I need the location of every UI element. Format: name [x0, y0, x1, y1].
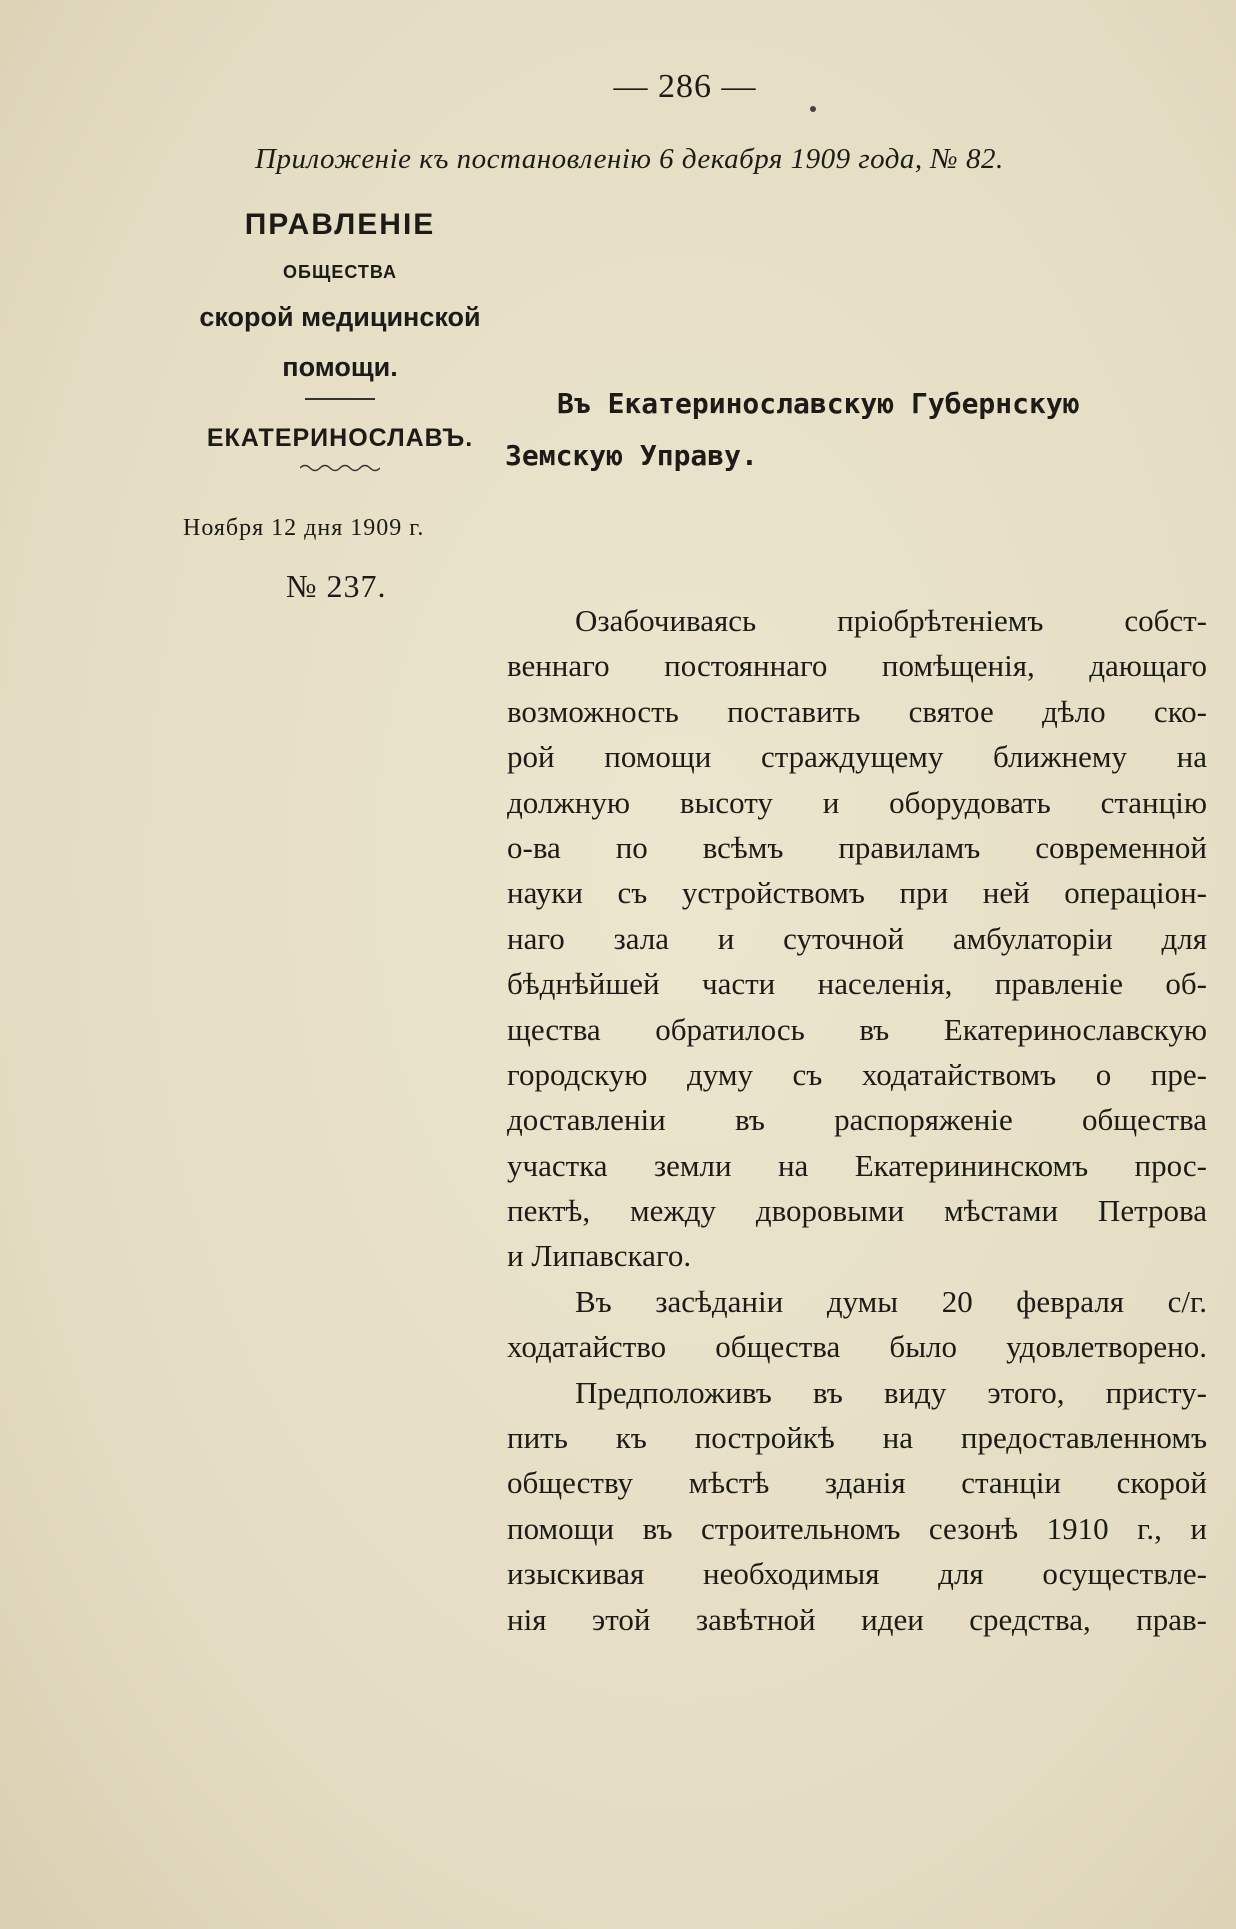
body-line: науки съ устройствомъ при ней операціон-: [507, 875, 1207, 911]
body-line: рой помощи страждущему ближнему на: [507, 739, 1207, 775]
recipient-line2: Земскую Управу.: [505, 439, 758, 472]
letter-body: [507, 598, 1207, 1642]
body-line: пить къ постройкѣ на предоставленномъ: [507, 1420, 1207, 1456]
body-line: Въ засѣданіи думы 20 февраля с/г.: [575, 1283, 1207, 1319]
body-line: веннаго постояннаго помѣщенія, дающаго: [507, 648, 1207, 684]
body-line: доставленіи въ распоряженіе общества: [507, 1102, 1207, 1138]
org-title: ПРАВЛЕНІЕ: [244, 208, 436, 241]
body-line: о-ва по всѣмъ правиламъ современной: [507, 829, 1207, 865]
org-city: ЕКАТЕРИНОСЛАВЪ.: [206, 424, 474, 453]
letterhead: [160, 208, 520, 473]
decorative-wave: [300, 463, 380, 473]
org-name-line2: помощи.: [282, 351, 398, 382]
body-line: ходатайство общества было удовлетворено.: [507, 1329, 1207, 1365]
document-date: Ноября 12 дня 1909 г.: [183, 515, 425, 541]
body-line: должную высоту и оборудовать станцію: [507, 784, 1207, 820]
body-line: участка земли на Екатерининскомъ прос-: [507, 1147, 1207, 1183]
body-line: возможность поставить святое дѣло ско-: [507, 693, 1207, 729]
body-line: щества обратилось въ Екатеринославскую: [507, 1011, 1207, 1047]
body-line: и Липавскаго.: [507, 1238, 692, 1274]
body-line: бѣднѣйшей части населенія, правленіе об-: [507, 966, 1207, 1002]
body-line: нія этой завѣтной идеи средства, прав-: [507, 1601, 1207, 1637]
body-line: помощи въ строительномъ сезонѣ 1910 г., и: [507, 1510, 1207, 1546]
body-line: наго зала и суточной амбулаторіи для: [507, 920, 1207, 956]
recipient-address: [505, 378, 1205, 482]
body-line: изыскивая необходимыя для осуществле-: [507, 1556, 1207, 1592]
org-subtitle: ОБЩЕСТВА: [283, 262, 397, 282]
body-line: Озабочиваясь пріобрѣтеніемъ собст-: [575, 603, 1207, 638]
body-line: городскую думу съ ходатайствомъ о пре-: [507, 1056, 1207, 1092]
ink-dot: [810, 106, 816, 112]
body-line: обществу мѣстѣ зданія станціи скорой: [507, 1465, 1207, 1501]
page-number: — 286 —: [613, 68, 757, 105]
letterhead-rule: [305, 398, 375, 400]
document-number: № 237.: [286, 568, 387, 604]
body-line: пектѣ, между дворовыми мѣстами Петрова: [507, 1193, 1207, 1229]
body-line: Предположивъ въ виду этого, присту-: [575, 1374, 1207, 1410]
recipient-line1: Въ Екатеринославскую Губернскую: [557, 387, 1080, 420]
org-name-line1: скорой медицинской: [199, 302, 481, 332]
appendix-heading: Приложеніе къ постановленію 6 декабря 1909 года, № 82.: [255, 143, 1004, 175]
